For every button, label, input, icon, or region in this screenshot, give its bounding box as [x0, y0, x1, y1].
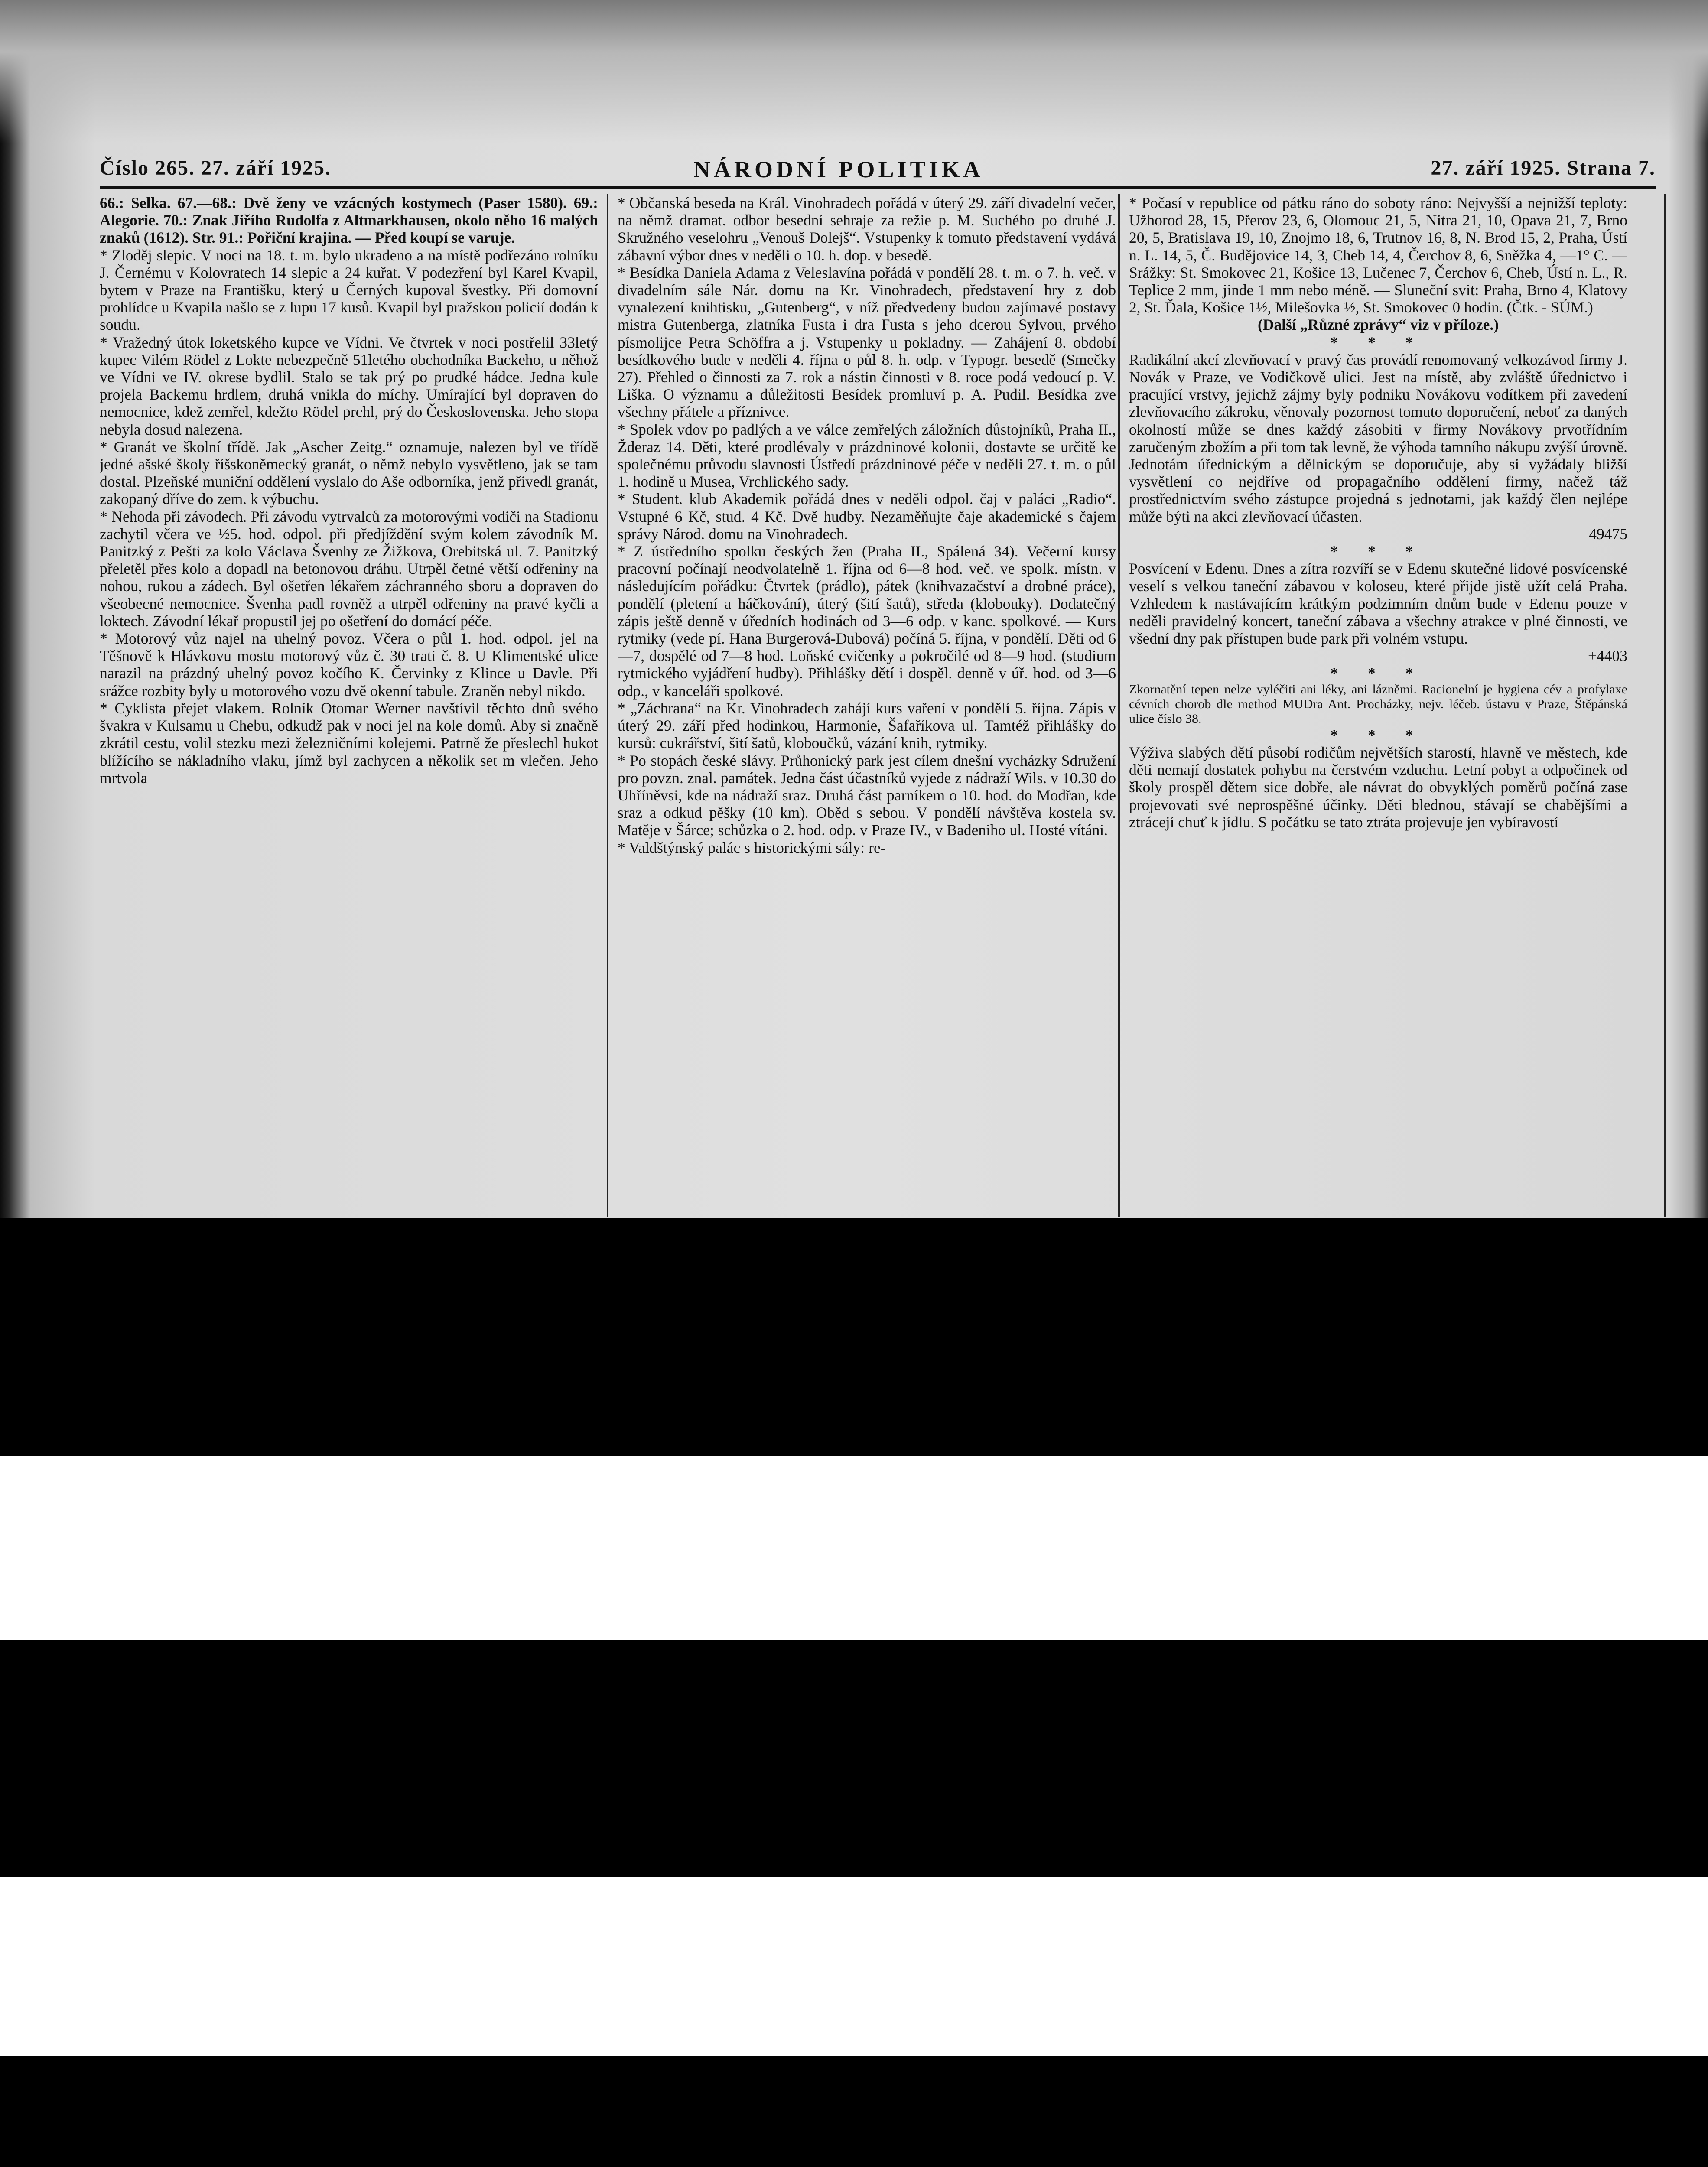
- column-left: [100, 194, 598, 1217]
- black-band: [0, 2056, 1708, 2167]
- ad-eden: Posvícení v Edenu. Dnes a zítra rozvíří se v Edenu skutečné lidové posvícenské veselí s velkou taneční zábavou v koloseu, které přijde jistě užít celá Praha. Vzhledem k nastávajícím krátkým podzimním dnům bude v Edenu pouze v neděli pravidelný koncert, taneční zábava a všechny atrakce v plné činnosti, ve všední dny pak přístupen bude park při volném vstupu.: [1129, 560, 1627, 647]
- black-band: [0, 1640, 1708, 1877]
- column-right: [1129, 194, 1627, 1217]
- issue-number: Číslo 265. 27. září 1925.: [100, 156, 331, 179]
- article-student-club: * Student. klub Akademik pořádá dnes v neděli odpol. čaj v paláci „Radio“. Vstupné 6 Kč, stud. 4 Kč. Dvě hudby. Nezaměňujte čaje akademické s čajem správy Národ. domu na Vinohradech.: [618, 490, 1116, 543]
- article-valdstejn-palace: * Valdštýnský palác s historickými sály: re-: [618, 839, 886, 856]
- scan-shadow: [0, 0, 1708, 143]
- see-supplement-note: (Další „Různé zprávy“ viz v příloze.): [1257, 316, 1499, 334]
- header-rule: [100, 186, 1656, 189]
- separator-stars: * * *: [1330, 726, 1426, 744]
- article-chicken-thief: * Zloděj slepic. V noci na 18. t. m. bylo ukradeno a na místě podřezáno rolníku J. Černému v Kolovratech 14 slepic a 24 kuřat. V podezření byl Karel Kvapil, bytem v Praze na Františku, který u Černých kupoval švestky. Při domovní prohlídce u Kvapila našlo se z lupu 17 kusů. Kvapil byl pražskou policií dodán k soudu.: [100, 246, 598, 334]
- column-divider: [1664, 194, 1666, 1217]
- article-tram-collision: * Motorový vůz najel na uhelný povoz. Včera o půl 1. hod. odpol. jel na Těšnově k Hlávkovu mostu motorový vůz č. 30 trati č. 8. U Klimentské ulice narazil na prázdný uhelný povoz kočího K. Červinky z Klince u Davle. Při srážce rozbity byly u motorového vozu dvě okenní tabule. Zraněn nebyl nikdo.: [100, 630, 598, 700]
- separator-stars: * * *: [1330, 333, 1426, 351]
- black-band: [0, 1218, 1708, 1456]
- article-cyclist-train: * Cyklista přejet vlakem. Rolník Otomar Werner navštívil těchto dnů svého švakra v Kulsamu u Chebu, odkudž pak v noci jel na kole domů. Aby si značně zkrátil cestu, volil stezku mezi železničními kolejemi. Patrně že přeslechl hukot blížícího se nákladního vlaku, jímž byl zachycen a několik set m vlečen. Jeho mrtvola: [100, 699, 598, 787]
- article-besidka: * Besídka Daniela Adama z Veleslavína pořádá v pondělí 28. t. m. o 7. h. več. v divadelním sále Nár. domu na Kr. Vinohradech, představení hry z dob vynalezení knihtisku, „Gutenberg“, v níž předvedeny budou zajímavé postavy mistra Gutenberga, zlatníka Fusta i dra Fusta s jeho dcerou Sylvou, prvého písmolijce Petra Schöffra a j. Vstupenky u pokladny. — Zahájení 8. období besídkového bude v neděli 4. října o půl 8. h. odp. v Typogr. besedě (Smečky 27). Přehled o činnosti za 7. rok a nástin činnosti v 8. roce podá vedoucí p. V. Liška. O významu a důležitosti Besídek promluví p. A. Pudil. Besídka zve všechny přátele a příznivce.: [618, 264, 1116, 421]
- column-divider: [1118, 194, 1120, 1217]
- ad-code: +4403: [1588, 647, 1627, 665]
- column-middle: [618, 194, 1116, 1217]
- ad-arteries: Zkornatění tepen nelze vyléčiti ani léky, ani lázněmi. Racionelní je hygiena cév a profylaxe cévních chorob dle method MUDra Ant. Procházky, nejv. léčeb. ústavu v Praze, Štěpánská ulice číslo 38.: [1129, 682, 1627, 726]
- article-grenade-school: * Granát ve školní třídě. Jak „Ascher Zeitg.“ oznamuje, nalezen byl ve třídě jedné ašské školy říšskoněmecký granát, o němž nebylo vysvětleno, jak se tam dostal. Plzeňské muniční oddělení vyslalo do Aše odborníka, jenž přivedl granát, zakopaný dříve do zem. k výbuchu.: [100, 438, 598, 508]
- article-zachrana: * „Záchrana“ na Kr. Vinohradech zahájí kurs vaření v pondělí 5. října. Zápis v úterý 29. září před hodinkou, Harmonie, Šafaříkova ul. Tamtéž přihlášky do kursů: cukrářství, šití šatů, kloboučků, vázání knih, rytmiky.: [618, 699, 1116, 752]
- article-catalogue: 66.: Selka. 67.—68.: Dvě ženy ve vzácných kostymech (Paser 1580). 69.: Alegorie. 70.: Znak Jiřího Rudolfa z Altmarkhausen, okolo něho 16 malých znaků (1612). Str. 91.: Pořiční krajina. — Před koupí se varuje.: [100, 194, 598, 247]
- article-civic-club: * Občanská beseda na Král. Vinohradech pořádá v úterý 29. září divadelní večer, na němž dramat. odbor besední sehraje za režie p. M. Suchého po druhé J. Skružného veselohru „Venouš Dolejš“. Vstupenky k tomuto představení vydává zábavní výbor dnes v neděli o 10. h. dop. v besedě.: [618, 194, 1116, 264]
- masthead-title: NÁRODNÍ POLITIKA: [693, 156, 984, 182]
- article-womens-association: * Z ústředního spolku českých žen (Praha II., Spálená 34). Večerní kursy pracovní počínají neodvolatelně 1. října od 6—8 hod. več. ve spolk. místn. v následujícím pořádku: Čtvrtek (prádlo), pátek (knihvazačství a drobné práce), pondělí (pletení a háčkování), úterý (šití šatů), středa (klobouky). Dodatečný zápis ještě denně v úředních hodinách od 3—6 odp. v kanc. spolkové. — Kurs rytmiky (vede pí. Hana Burgerová-Dubová) počíná 5. října, v pondělí. Děti od 6—7, dospělé od 7—8 hod. Loňské cvičenky a pokročilé od 8—9 hod. (studium rytmického vyjádření hudby). Přihlášky dětí i dospěl. denně v úř. hod. od 3—6 odp., v kanceláři spolkové.: [618, 543, 1116, 700]
- page-header: [100, 156, 1656, 182]
- ad-novak: Radikální akcí zlevňovací v pravý čas provádí renomovaný velkozávod firmy J. Novák v Praze, ve Vodičkově ulici. Jest na místě, aby zvláště úřednictvo i pracující vrstvy, jejichž zájmy byly podniku Novákovu vodítkem při zavedení zlevňovacího zákroku, věnovaly pozornost tomuto doporučení, neboť za daných okolností může se dnes každý zásobiti v firmy Novákovy prvotřídním zaručeným zbožím a při tom tak levně, že výhoda tamního nákupu zvýší úrovně. Jednotám úřednickým a dělnickým se doporučuje, aby si vyžádaly bližší vysvětlení co nejdříve od propagačního oddělení firmy, načež táž prostřednictvím svého zástupce projedná s jednotami, jak každý člen nejlépe může býti na akci zlevňovací účasten.: [1129, 351, 1627, 525]
- article-weather: * Počasí v republice od pátku ráno do soboty ráno: Nejvyšší a nejnižší teploty: Užhorod 28, 15, Přerov 23, 6, Olomouc 21, 5, Nitra 21, 10, Opava 21, 7, Brno 20, 5, Bratislava 19, 10, Znojmo 18, 6, Trutnov 16, 8, N. Brod 15, 2, Praha, Ústí n. L. 14, 5, Č. Budějovice 14, 3, Cheb 14, 4, Čerchov 8, 6, Sněžka 4, —1° C. — Srážky: St. Smokovec 21, Košice 13, Lučenec 7, Čerchov 6, Cheb, Ústí n. L., R. Teplice 2 mm, jinde 1 mm nebo méně. — Sluneční svit: Praha, Brno 4, Klatovy 2, St. Ďala, Košice 1½, Milešovka ½, St. Smokovec 0 hodin. (Čtk. - SÚM.): [1129, 194, 1627, 316]
- ad-code: 49475: [1589, 525, 1627, 543]
- date-and-page: 27. září 1925. Strana 7.: [1431, 156, 1656, 179]
- article-czech-glory: * Po stopách české slávy. Průhonický park jest cílem dnešní vycházky Sdružení pro povzn. znal. památek. Jedna část účastníků vyjede z nádraží Wils. v 10.30 do Uhříněvsi, kde na nádraží sraz. Druhá část parníkem o 10. hod. do Modřan, kde sraz a odkud pěšky (10 km). Oběd s sebou. V pondělí návštěva kostela sv. Matěje v Šárce; schůzka o 2. hod. odp. v Praze IV., v Badeniho ul. Hosté vítáni.: [618, 752, 1116, 839]
- separator-stars: * * *: [1330, 543, 1426, 560]
- separator-stars: * * *: [1330, 664, 1426, 682]
- article-race-accident: * Nehoda při závodech. Při závodu vytrvalců za motorovými vodiči na Stadionu zachytil včera ve ½5. hod. odpol. při předjíždění svým kolem závodník M. Panitzký z Pešti za kolo Václava Švenhy ze Žižkova, Orebitská ul. 7. Panitzký přeletěl přes kolo a dopadl na betonovou dráhu. Utrpěl četné větší odřeniny na nohou, rukou a zádech. Byl ošetřen lékařem záchranného sboru a dopraven do všeobecné nemocnice. Švenha padl rovněž a utrpěl odřeniny na pravé kyčli a loktech. Závodní lékař propustil jej po ošetření do domácí péče.: [100, 508, 598, 630]
- article-vienna-attack: * Vražedný útok loketského kupce ve Vídni. Ve čtvrtek v noci postřelil 33letý kupec Vilém Rödel z Lokte nebezpečně 51letého obchodníka Backeho, u něhož ve Vídni ve IV. okrese bydlil. Stalo se tak prý po prudké hádce. Jedna kule projela Backemu hrdlem, druhá vnikla do míchy. Umírající byl dopraven do nemocnice, kdež zemřel, kdežto Rödel prchl, prý do Československa. Jeho stopa nebyla dosud nalezena.: [100, 333, 598, 438]
- article-widows-society: * Spolek vdov po padlých a ve válce zemřelých záložních důstojníků, Praha II., Žderaz 14. Děti, které prodlévaly v prázdninové kolonii, dostavte se určitě ke společnému průvodu slavnosti Ústředí prázdninové péče v neděli 27. t. m. o půl 1. hodině u Musea, Vrchlického sady.: [618, 420, 1116, 491]
- article-child-nutrition: Výživa slabých dětí působí rodičům největších starostí, hlavně ve městech, kde děti nemají dostatek pohybu na čerstvém vzduchu. Letní pobyt a odpočinek od školy prospěl dětem sice dobře, ale návrat do obvyklých poměrů počíná zase projevovati své neprospěšné účinky. Děti blednou, stávají se chabějšími a ztrácejí chuť k jídlu. S počátku se tato ztráta projevuje jen vybíravostí: [1129, 743, 1627, 831]
- column-divider: [607, 194, 608, 1217]
